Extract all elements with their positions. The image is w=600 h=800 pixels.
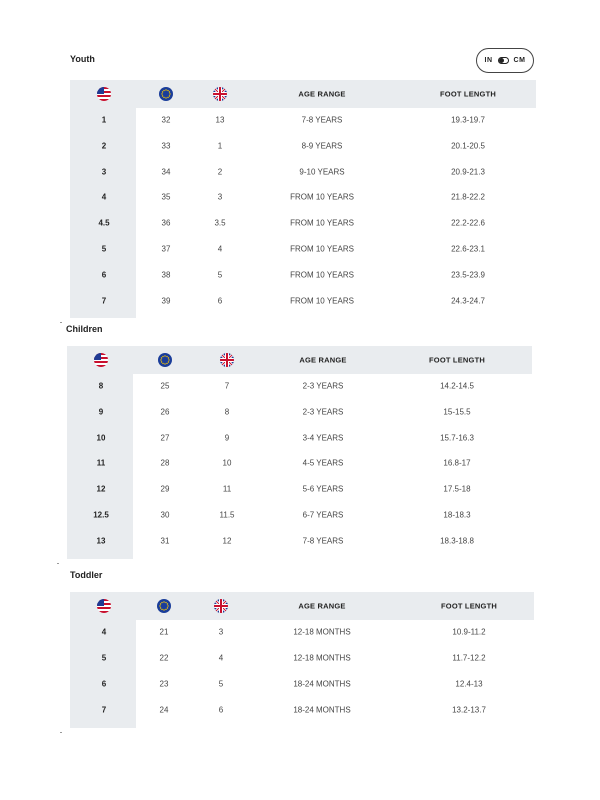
us-size-cell: 11 <box>96 458 106 468</box>
age-range-cell: FROM 10 YEARS <box>290 296 354 306</box>
foot-length-cell: 18-18.3 <box>443 510 471 520</box>
eu-size-cell: 38 <box>161 270 171 280</box>
header-foot-length: FOOT LENGTH <box>441 601 497 611</box>
us-size-cell: 12 <box>96 484 106 494</box>
eu-size-cell: 24 <box>159 705 169 715</box>
age-range-cell: 12-18 MONTHS <box>293 653 351 663</box>
foot-length-cell: 15.7-16.3 <box>440 433 474 443</box>
us-size-cell: 13 <box>96 536 106 546</box>
eu-size-cell: 39 <box>161 296 171 306</box>
foot-length-cell: 20.9-21.3 <box>451 167 485 177</box>
uk-size-cell: 3 <box>217 192 223 202</box>
us-size-cell: 7 <box>101 705 107 715</box>
uk-size-cell: 3.5 <box>214 218 226 228</box>
size-table <box>70 592 534 728</box>
age-range-cell: 4-5 YEARS <box>302 458 344 468</box>
header-age-range: AGE RANGE <box>298 601 346 611</box>
size-table <box>70 80 536 318</box>
age-range-cell: 12-18 MONTHS <box>293 627 351 637</box>
section-title: Toddler <box>70 570 103 580</box>
eu-size-cell: 23 <box>159 679 169 689</box>
age-range-cell: FROM 10 YEARS <box>290 192 354 202</box>
us-size-cell: 2 <box>101 141 107 151</box>
uk-size-cell: 5 <box>218 679 224 689</box>
foot-length-cell: 20.1-20.5 <box>451 141 485 151</box>
us-size-cell: 5 <box>101 653 107 663</box>
eu-size-cell: 37 <box>161 244 171 254</box>
us-size-cell: 9 <box>98 407 104 417</box>
us-size-cell: 4 <box>101 627 107 637</box>
eu-size-cell: 31 <box>160 536 170 546</box>
uk-size-cell: 7 <box>224 381 230 391</box>
age-range-cell: 9-10 YEARS <box>299 167 345 177</box>
age-range-cell: FROM 10 YEARS <box>290 244 354 254</box>
uk-size-cell: 11.5 <box>219 510 235 520</box>
eu-size-cell: 36 <box>161 218 171 228</box>
uk-size-cell: 10 <box>222 458 232 468</box>
uk-size-cell: 4 <box>217 244 223 254</box>
us-size-cell: 8 <box>98 381 104 391</box>
eu-size-cell: 27 <box>160 433 170 443</box>
foot-length-cell: 19.3-19.7 <box>451 115 485 125</box>
eu-size-cell: 22 <box>159 653 169 663</box>
us-size-column <box>70 108 136 318</box>
foot-length-cell: 23.5-23.9 <box>451 270 485 280</box>
foot-length-cell: 18.3-18.8 <box>440 536 474 546</box>
us-size-cell: 12.5 <box>93 510 109 520</box>
us-flag-icon <box>94 353 108 367</box>
header-foot-length: FOOT LENGTH <box>440 89 496 99</box>
us-size-cell: 4 <box>101 192 107 202</box>
eu-flag-icon <box>158 353 172 367</box>
eu-size-cell: 30 <box>160 510 170 520</box>
foot-length-cell: 16.8-17 <box>443 458 471 468</box>
us-size-cell: 1 <box>101 115 107 125</box>
section-title: Youth <box>70 54 95 64</box>
foot-length-cell: 24.3-24.7 <box>451 296 485 306</box>
us-flag-icon <box>97 599 111 613</box>
divider-mark <box>60 732 62 733</box>
eu-size-cell: 21 <box>159 627 169 637</box>
eu-flag-icon <box>157 599 171 613</box>
age-range-cell: 18-24 MONTHS <box>293 705 351 715</box>
age-range-cell: FROM 10 YEARS <box>290 270 354 280</box>
age-range-cell: 2-3 YEARS <box>302 381 344 391</box>
uk-size-cell: 5 <box>217 270 223 280</box>
foot-length-cell: 22.6-23.1 <box>451 244 485 254</box>
eu-size-cell: 29 <box>160 484 170 494</box>
age-range-cell: 6-7 YEARS <box>302 510 344 520</box>
uk-flag-icon <box>214 599 228 613</box>
eu-size-cell: 33 <box>161 141 171 151</box>
eu-size-cell: 32 <box>161 115 171 125</box>
age-range-cell: 7-8 YEARS <box>301 115 343 125</box>
us-size-cell: 6 <box>101 679 107 689</box>
us-size-cell: 3 <box>101 167 107 177</box>
uk-size-cell: 6 <box>218 705 224 715</box>
toggle-switch-icon[interactable] <box>498 57 509 64</box>
size-table <box>67 346 532 559</box>
foot-length-cell: 14.2-14.5 <box>440 381 474 391</box>
section-title: Children <box>66 324 103 334</box>
uk-size-cell: 1 <box>217 141 223 151</box>
us-size-cell: 4.5 <box>98 218 110 228</box>
foot-length-cell: 22.2-22.6 <box>451 218 485 228</box>
foot-length-cell: 17.5-18 <box>443 484 471 494</box>
uk-size-cell: 9 <box>224 433 230 443</box>
age-range-cell: 2-3 YEARS <box>302 407 344 417</box>
foot-length-cell: 10.9-11.2 <box>452 627 486 637</box>
eu-size-cell: 28 <box>160 458 170 468</box>
age-range-cell: FROM 10 YEARS <box>290 218 354 228</box>
us-size-cell: 6 <box>101 270 107 280</box>
unit-toggle[interactable] <box>476 48 534 73</box>
uk-size-cell: 8 <box>224 407 230 417</box>
us-flag-icon <box>97 87 111 101</box>
uk-size-cell: 2 <box>217 167 223 177</box>
uk-size-cell: 3 <box>218 627 224 637</box>
header-age-range: AGE RANGE <box>298 89 346 99</box>
uk-flag-icon <box>213 87 227 101</box>
unit-cm-label: CM <box>513 57 526 64</box>
divider-mark <box>60 322 62 323</box>
age-range-cell: 7-8 YEARS <box>302 536 344 546</box>
foot-length-cell: 13.2-13.7 <box>452 705 486 715</box>
eu-flag-icon <box>159 87 173 101</box>
us-size-cell: 7 <box>101 296 107 306</box>
unit-in-label: IN <box>484 57 493 64</box>
us-size-cell: 10 <box>96 433 106 443</box>
us-size-cell: 5 <box>101 244 107 254</box>
header-foot-length: FOOT LENGTH <box>429 355 485 365</box>
age-range-cell: 3-4 YEARS <box>302 433 344 443</box>
uk-size-cell: 11 <box>222 484 232 494</box>
age-range-cell: 8-9 YEARS <box>301 141 343 151</box>
uk-size-cell: 6 <box>217 296 223 306</box>
foot-length-cell: 15-15.5 <box>443 407 471 417</box>
eu-size-cell: 34 <box>161 167 171 177</box>
age-range-cell: 18-24 MONTHS <box>293 679 351 689</box>
eu-size-cell: 35 <box>161 192 171 202</box>
uk-flag-icon <box>220 353 234 367</box>
uk-size-cell: 13 <box>215 115 225 125</box>
foot-length-cell: 21.8-22.2 <box>451 192 485 202</box>
uk-size-cell: 12 <box>222 536 232 546</box>
header-age-range: AGE RANGE <box>299 355 347 365</box>
uk-size-cell: 4 <box>218 653 224 663</box>
age-range-cell: 5-6 YEARS <box>302 484 344 494</box>
eu-size-cell: 26 <box>160 407 170 417</box>
eu-size-cell: 25 <box>160 381 170 391</box>
divider-mark <box>57 563 59 564</box>
foot-length-cell: 12.4-13 <box>455 679 483 689</box>
foot-length-cell: 11.7-12.2 <box>452 653 486 663</box>
